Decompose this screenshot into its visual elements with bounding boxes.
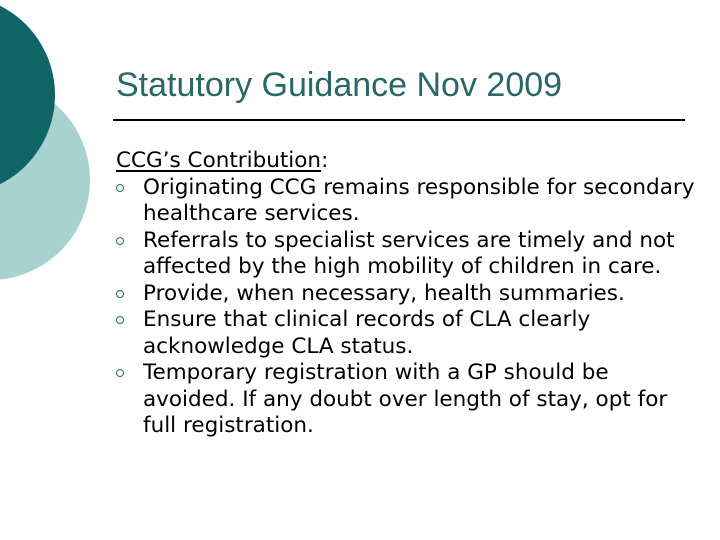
list-item — [116, 281, 696, 308]
slide-body — [116, 148, 696, 440]
section-heading — [116, 148, 696, 175]
list-item-text: Temporary registration with a GP should be avoided. If any doubt over length of stay, opt for full registration. — [143, 360, 668, 438]
list-item — [116, 175, 696, 228]
bullet-icon — [116, 237, 124, 245]
list-item — [116, 228, 696, 281]
title-divider — [113, 119, 685, 121]
bullet-icon — [116, 184, 124, 192]
section-heading-text: CCG’s Contribution — [116, 148, 322, 173]
list-item — [116, 360, 696, 440]
list-item — [116, 307, 696, 360]
list-item-text: Ensure that clinical records of CLA clearly acknowledge CLA status. — [143, 307, 591, 359]
list-item-text: Originating CCG remains responsible for secondary healthcare services. — [143, 174, 695, 226]
bullet-icon — [116, 369, 124, 377]
bullet-list — [116, 175, 696, 440]
list-item-text: Provide, when necessary, health summaries. — [143, 280, 625, 306]
bullet-icon — [116, 290, 124, 298]
list-item-text: Referrals to specialist services are timely and not affected by the high mobility of children in care. — [143, 227, 675, 279]
bullet-icon — [116, 316, 124, 324]
section-heading-colon: : — [321, 148, 329, 173]
slide-title: Statutory Guidance Nov 2009 — [116, 66, 563, 104]
corner-decoration — [0, 0, 120, 300]
